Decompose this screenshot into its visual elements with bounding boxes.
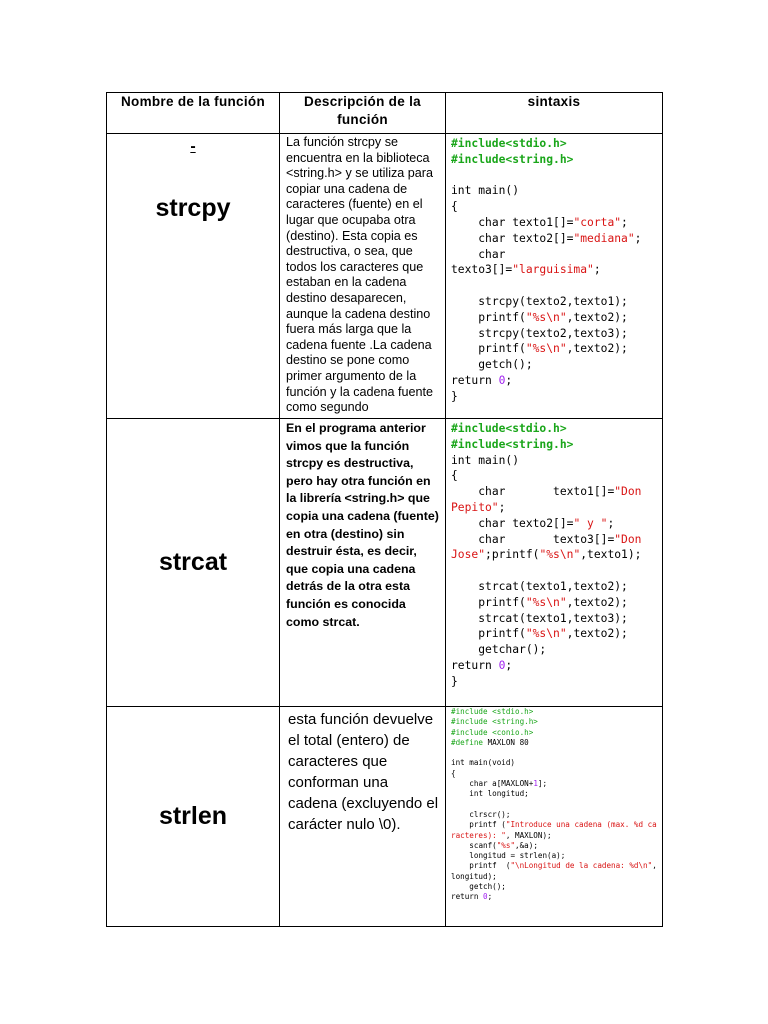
function-name-cell: [107, 707, 280, 927]
code-token: #include <string.h>: [451, 717, 538, 727]
function-name-cell: [107, 134, 280, 419]
code-line: [451, 659, 512, 672]
code-token: {: [451, 768, 456, 778]
code-line: [451, 789, 529, 798]
code-line: [451, 263, 601, 276]
code-token: printf (: [451, 820, 506, 830]
code-line: [451, 820, 657, 839]
code-token: #include<string.h>: [451, 152, 574, 166]
code-token: char: [451, 247, 506, 261]
code-token: ;: [593, 263, 601, 277]
code-token: scanf(: [451, 840, 497, 850]
code-token: ,texto2);: [566, 342, 628, 356]
code-line: [451, 501, 505, 514]
code-line: [451, 882, 506, 891]
code-line: [451, 627, 628, 640]
code-line: [451, 374, 512, 387]
syntax-cell: [446, 419, 663, 707]
code-line: [451, 469, 458, 482]
code-token: ;: [498, 500, 506, 514]
code-token: ];: [537, 779, 548, 789]
code-token: return: [451, 892, 484, 902]
code-token: "%s\n": [525, 342, 567, 356]
code-token: int main(void): [451, 758, 516, 768]
code-token: MAXLON 80: [487, 737, 529, 747]
code-token: Jose": [451, 548, 486, 562]
code-token: #include<stdio.h>: [451, 137, 567, 150]
code-token: ,texto1);: [580, 548, 642, 562]
code-line: [451, 717, 538, 726]
code-token: ;: [634, 231, 642, 245]
function-name-cell: [107, 419, 280, 707]
table-row: [107, 707, 663, 927]
code-line: [451, 810, 510, 819]
code-token: Pepito": [451, 500, 499, 514]
description-cell: [280, 134, 446, 419]
code-line: [451, 851, 565, 860]
code-token: int longitud;: [451, 789, 529, 799]
code-token: " y ": [573, 516, 608, 530]
code-token: char texto1[]=: [451, 485, 615, 499]
function-description: esta función devuelve el total (entero) de caracteres que conforman una cadena (excluyendo el carácter nulo \0).: [288, 711, 439, 833]
code-line: [451, 342, 628, 355]
code-line: [451, 137, 567, 150]
code-line: [451, 861, 661, 880]
code-token: "\nLongitud de la cadena: %d\n": [510, 861, 653, 871]
code-token: char texto3[]=: [451, 532, 615, 546]
code-line: [451, 612, 628, 625]
code-token: getch();: [451, 882, 506, 892]
code-token: printf(: [451, 627, 526, 641]
code-line: [451, 675, 458, 688]
code-token: "%s\n": [525, 310, 567, 324]
header-function-name: Nombre de la función: [107, 93, 280, 134]
code-token: ,texto2);: [566, 627, 628, 641]
code-token: int main(): [451, 453, 520, 467]
code-line: [451, 892, 492, 901]
row-marker: -: [190, 138, 196, 155]
code-line: [451, 295, 628, 308]
code-token: "larguisima": [512, 263, 594, 277]
code-line: [451, 841, 538, 850]
code-token: char texto2[]=: [451, 231, 574, 245]
code-token: "Don: [614, 485, 642, 499]
code-line: [451, 728, 533, 737]
code-line: [451, 707, 533, 716]
code-token: return: [451, 373, 499, 387]
code-line: [451, 153, 573, 166]
code-token: int main(): [451, 184, 520, 198]
code-token: ;: [621, 215, 628, 229]
code-line: [451, 758, 515, 767]
code-token: 0: [483, 892, 488, 902]
code-line: [451, 769, 456, 778]
code-block: [446, 419, 662, 690]
table-row: [107, 419, 663, 707]
code-token: clrscr();: [451, 809, 511, 819]
function-description: En el programa anterior vimos que la función strcpy es destructiva, pero hay otra función en la librería <string.h> que copia una cadena (fuente) en otra (destino) sin destruir ésta, es decir, que copia una cadena detrás de la otra esta función es conocida como strcat.: [286, 421, 439, 629]
code-token: char texto1[]=: [451, 215, 574, 229]
code-line: [451, 779, 547, 788]
code-token: longitud = strlen(a);: [451, 851, 566, 861]
syntax-cell: [446, 707, 663, 927]
code-token: , longitud);: [451, 861, 662, 881]
code-line: [451, 232, 641, 245]
code-token: #include <stdio.h>: [451, 707, 534, 716]
code-token: "Don: [614, 532, 642, 546]
code-token: "%s\n": [525, 595, 567, 609]
code-token: printf(: [451, 595, 526, 609]
code-block: [446, 707, 662, 903]
code-token: 1: [533, 779, 538, 789]
function-name: strcat: [158, 548, 228, 576]
code-line: [451, 248, 505, 261]
code-token: ;: [487, 892, 493, 902]
code-line: [451, 533, 641, 546]
code-token: getchar();: [451, 643, 547, 657]
code-token: "Introduce una cadena (max. %d caracteres): ": [451, 820, 657, 840]
code-token: }: [451, 389, 458, 403]
description-cell: [280, 707, 446, 927]
code-token: }: [451, 674, 458, 688]
code-token: {: [451, 469, 458, 483]
code-token: "mediana": [573, 231, 635, 245]
code-token: #include <conio.h>: [451, 727, 534, 737]
code-token: 0: [498, 373, 506, 387]
code-line: [451, 596, 628, 609]
code-token: ,texto2);: [566, 310, 628, 324]
code-line: [451, 485, 641, 498]
header-function-description: Descripción de la función: [280, 93, 446, 134]
code-token: "corta": [573, 215, 622, 229]
code-token: strcpy(texto2,texto3);: [451, 326, 628, 340]
code-line: [451, 200, 458, 213]
code-token: ;printf(: [485, 548, 540, 562]
code-line: [451, 184, 519, 197]
code-line: [451, 311, 628, 324]
code-token: strcat(texto1,texto2);: [451, 579, 628, 593]
code-line: [451, 580, 628, 593]
code-token: printf(: [451, 342, 526, 356]
function-name: strcpy: [155, 194, 231, 222]
code-token: #include<string.h>: [451, 437, 574, 451]
code-token: {: [451, 200, 458, 214]
code-block: [446, 134, 662, 405]
code-token: printf(: [451, 310, 526, 324]
code-line: [451, 517, 614, 530]
code-token: ;: [505, 658, 513, 672]
code-token: "%s": [496, 840, 516, 850]
code-token: "%s\n": [539, 548, 581, 562]
code-token: , MAXLON);: [505, 830, 552, 840]
code-line: [451, 422, 567, 435]
code-token: getch();: [451, 358, 533, 372]
code-line: [451, 738, 529, 747]
code-line: [451, 438, 573, 451]
table-row: [107, 134, 663, 419]
code-line: [451, 216, 628, 229]
code-token: ,texto2);: [566, 595, 628, 609]
code-token: return: [451, 658, 499, 672]
code-line: [451, 548, 641, 561]
code-token: #include<stdio.h>: [451, 422, 567, 435]
syntax-cell: [446, 134, 663, 419]
header-row: [107, 93, 663, 134]
code-token: texto3[]=: [451, 263, 513, 277]
code-token: ,&a);: [515, 840, 538, 850]
function-description: La función strcpy se encuentra en la biblioteca <string.h> y se utiliza para copiar una cadena de caracteres (fuente) en el lugar que ocupaba otra (destino). Esta copia es destructiva, o sea, que todos los caracteres que estaban en la cadena destino desaparecen, aunque la cadena destino fuera más larga que la cadena fuente .La cadena destino se pone como primer argumento de la función y la cadena fuente como segundo: [286, 135, 434, 415]
code-token: 0: [498, 658, 506, 672]
code-token: char a[MAXLON+: [451, 779, 534, 789]
functions-table: [106, 92, 663, 927]
description-cell: [280, 419, 446, 707]
header-syntax: sintaxis: [446, 93, 663, 134]
code-line: [451, 327, 628, 340]
code-token: char texto2[]=: [451, 516, 574, 530]
code-token: #define: [451, 737, 488, 747]
code-line: [451, 358, 533, 371]
code-line: [451, 454, 519, 467]
code-token: ;: [607, 516, 615, 530]
code-line: [451, 390, 458, 403]
code-line: [451, 643, 546, 656]
code-token: "%s\n": [525, 627, 567, 641]
code-token: strcat(texto1,texto3);: [451, 611, 628, 625]
code-token: printf (: [451, 861, 511, 871]
code-token: strcpy(texto2,texto1);: [451, 294, 628, 308]
code-token: ;: [505, 373, 513, 387]
function-name: strlen: [158, 802, 228, 830]
